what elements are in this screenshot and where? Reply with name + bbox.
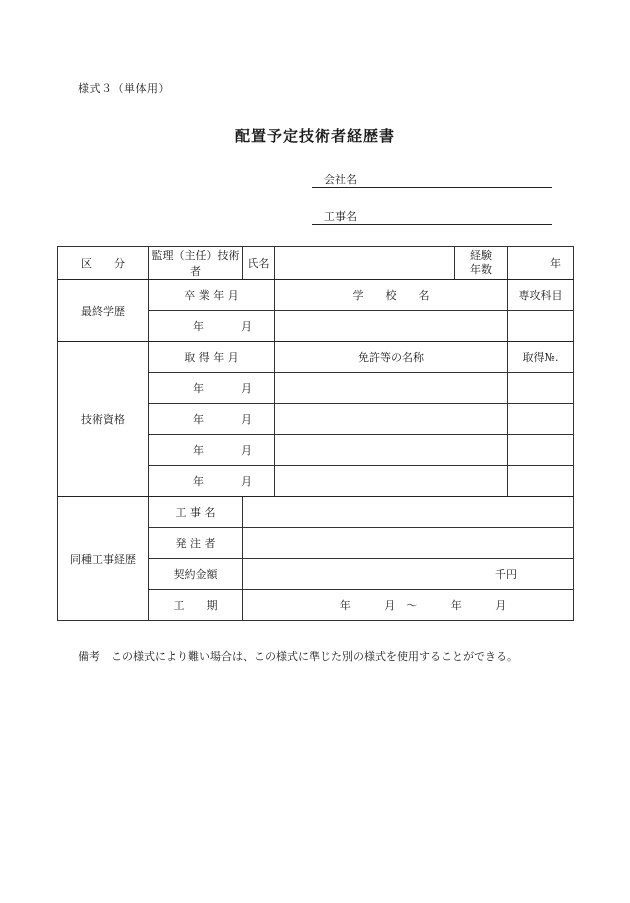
contract-amount-input[interactable] bbox=[243, 559, 574, 590]
qualification-name-input[interactable] bbox=[275, 466, 508, 497]
role-label: 監理（主任）技術者 bbox=[149, 247, 243, 280]
project-name-input[interactable] bbox=[243, 497, 574, 528]
year-unit: 年 bbox=[550, 257, 561, 270]
project-field[interactable] bbox=[312, 208, 552, 225]
qualification-section-label: 技術資格 bbox=[58, 342, 149, 497]
experience-years-input[interactable] bbox=[508, 247, 574, 280]
school-header: 学 校 名 bbox=[275, 280, 508, 311]
education-section-label: 最終学歴 bbox=[58, 280, 149, 342]
acq-date-header: 取 得 年 月 bbox=[149, 342, 275, 373]
form-number: 様式３（単体用） bbox=[78, 82, 170, 95]
license-name-header: 免許等の名称 bbox=[275, 342, 508, 373]
qualification-name-input[interactable] bbox=[275, 373, 508, 404]
contract-unit: 千円 bbox=[495, 568, 517, 581]
remark-note: 備考 この様式により難い場合は、この様式に準じた別の様式を使用することができる。 bbox=[78, 650, 518, 663]
orderer-label: 発 注 者 bbox=[149, 528, 243, 559]
period-input[interactable]: 年 月 〜 年 月 bbox=[243, 590, 574, 621]
qualification-name-input[interactable] bbox=[275, 404, 508, 435]
qualification-no-input[interactable] bbox=[508, 404, 574, 435]
acq-no-header: 取得№. bbox=[508, 342, 574, 373]
orderer-input[interactable] bbox=[243, 528, 574, 559]
qualification-no-input[interactable] bbox=[508, 373, 574, 404]
qualification-no-input[interactable] bbox=[508, 435, 574, 466]
name-input[interactable] bbox=[275, 247, 455, 280]
grad-date-input[interactable]: 年 月 bbox=[149, 311, 275, 342]
project-name-label: 工 事 名 bbox=[149, 497, 243, 528]
qualification-date-input[interactable]: 年 月 bbox=[149, 466, 275, 497]
grad-date-header: 卒 業 年 月 bbox=[149, 280, 275, 311]
name-label: 氏名 bbox=[243, 247, 275, 280]
period-label: 工 期 bbox=[149, 590, 243, 621]
major-header: 専攻科目 bbox=[508, 280, 574, 311]
kubun-label: 区 分 bbox=[58, 247, 149, 280]
document-title: 配置予定技術者経歴書 bbox=[234, 127, 395, 145]
major-input[interactable] bbox=[508, 311, 574, 342]
qualification-name-input[interactable] bbox=[275, 435, 508, 466]
resume-table bbox=[57, 246, 574, 621]
contract-amount-label: 契約金額 bbox=[149, 559, 243, 590]
qualification-date-input[interactable]: 年 月 bbox=[149, 435, 275, 466]
experience-section-label: 同種工事経歴 bbox=[58, 497, 149, 621]
company-label: 会社名 bbox=[324, 173, 357, 186]
qualification-date-input[interactable]: 年 月 bbox=[149, 404, 275, 435]
school-input[interactable] bbox=[275, 311, 508, 342]
qualification-date-input[interactable]: 年 月 bbox=[149, 373, 275, 404]
experience-years-label: 経験 年数 bbox=[455, 247, 508, 280]
project-label: 工事名 bbox=[324, 210, 357, 223]
qualification-no-input[interactable] bbox=[508, 466, 574, 497]
company-field[interactable] bbox=[312, 171, 552, 188]
